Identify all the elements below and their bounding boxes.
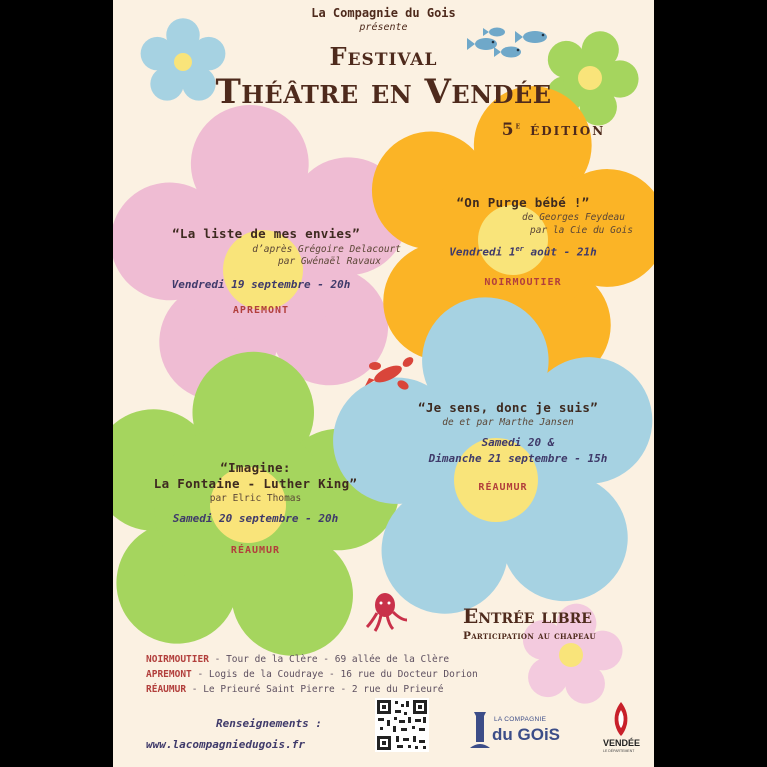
- event-title: “Je sens, donc je suis”: [418, 400, 598, 415]
- vendee-heart-icon: [611, 700, 631, 736]
- event-date: Vendredi 1er août - 21h: [449, 245, 597, 259]
- event-director: par la Cie du Gois: [530, 225, 633, 236]
- event-title: “On Purge bébé !”: [456, 195, 590, 210]
- info-label: Renseignements :: [216, 717, 322, 730]
- address-noirmoutier: NOIRMOUTIER - Tour de la Clère - 69 allée de la Clère: [146, 654, 450, 665]
- presente-text: présente: [359, 22, 408, 33]
- compagnie-du-gois-logo: [468, 708, 568, 752]
- vendee-logo: [601, 700, 647, 760]
- event-director: par Elric Thomas: [209, 493, 302, 504]
- event-date-line1: Samedi 20 &: [481, 436, 555, 449]
- festival-label: Festival: [329, 42, 438, 71]
- address-apremont: APREMONT - Logis de la Coudraye - 16 rue du Docteur Dorion: [146, 669, 478, 680]
- event-author: d’après Grégoire Delacourt: [252, 244, 401, 255]
- vendee-subtext: LE DÉPARTEMENT: [603, 749, 635, 753]
- logo-small-text: LA COMPAGNIE: [494, 716, 547, 723]
- tower-icon: [468, 708, 492, 752]
- event-date-line2: Dimanche 21 septembre - 15h: [428, 452, 608, 465]
- vendee-text: VENDÉE: [603, 738, 641, 748]
- event-location: NOIRMOUTIER: [484, 277, 562, 288]
- entry-free: Entrée libre: [463, 604, 592, 628]
- event-title-line2: La Fontaine - Luther King”: [153, 476, 358, 491]
- event-location: RÉAUMUR: [478, 482, 528, 493]
- event-title: “La liste de mes envies”: [172, 226, 360, 241]
- logo-big-text: du GOiS: [492, 725, 560, 744]
- qr-code[interactable]: [375, 698, 429, 752]
- event-date: Vendredi 19 septembre - 20h: [171, 278, 351, 291]
- event-author: de Georges Feydeau: [522, 212, 625, 223]
- event-date: Samedi 20 septembre - 20h: [172, 512, 339, 525]
- event-location: APREMONT: [232, 305, 290, 316]
- page-title: Théâtre en Vendée: [215, 72, 552, 112]
- event-title-line1: “Imagine:: [220, 460, 291, 475]
- entry-participation: Participation au chapeau: [463, 630, 596, 642]
- octopus-icon: [367, 593, 407, 631]
- event-location: RÉAUMUR: [230, 545, 281, 556]
- website-link[interactable]: www.lacompagniedugois.fr: [146, 738, 305, 751]
- edition-label: 5e édition: [501, 120, 606, 140]
- event-director: par Gwénaël Ravaux: [278, 256, 381, 267]
- festival-poster: [113, 0, 654, 767]
- flower-background: [113, 0, 654, 767]
- address-reaumur: RÉAUMUR - Le Prieuré Saint Pierre - 2 rue du Prieuré: [146, 684, 444, 695]
- company-name: La Compagnie du Gois: [311, 6, 456, 20]
- event-director: de et par Marthe Jansen: [442, 417, 574, 428]
